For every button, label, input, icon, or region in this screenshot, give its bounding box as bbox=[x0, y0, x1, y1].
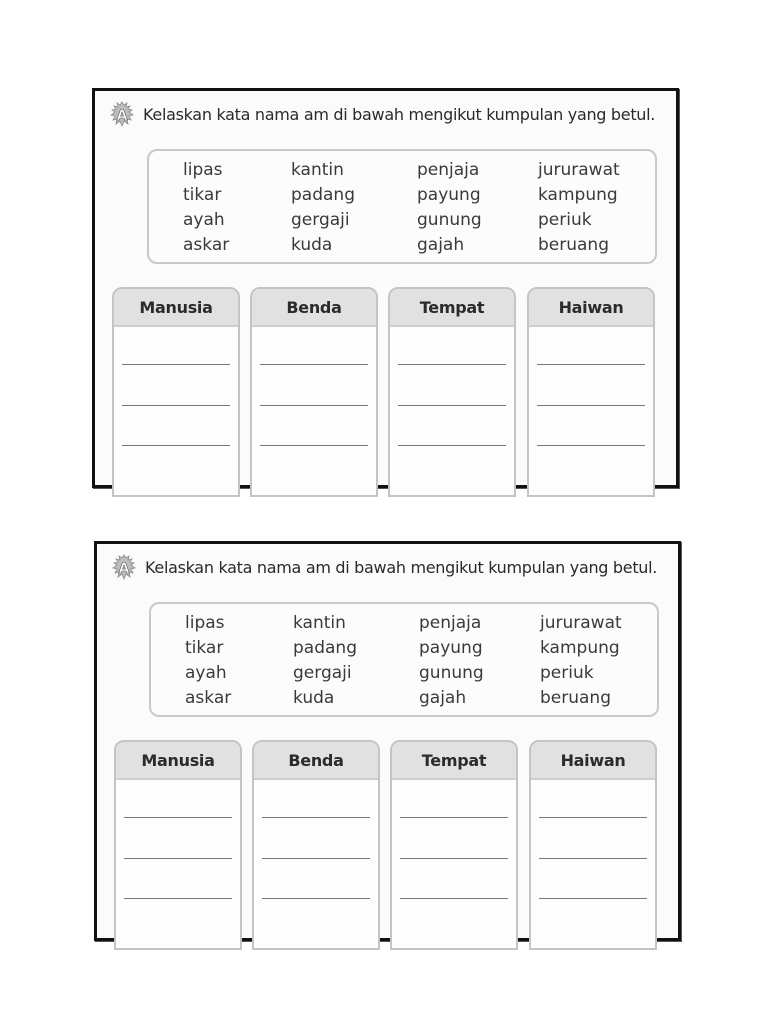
answer-line[interactable] bbox=[122, 364, 230, 365]
answer-line[interactable] bbox=[124, 898, 232, 899]
answer-line[interactable] bbox=[400, 817, 508, 818]
word-item: kuda bbox=[291, 235, 333, 255]
word-item: kantin bbox=[293, 613, 346, 633]
word-item: beruang bbox=[538, 235, 609, 255]
answer-line[interactable] bbox=[537, 445, 645, 446]
word-item: askar bbox=[183, 235, 230, 255]
worksheet-2 bbox=[94, 541, 681, 941]
word-item: beruang bbox=[540, 688, 611, 708]
word-item: lipas bbox=[185, 613, 225, 633]
badge-letter: A bbox=[116, 108, 128, 124]
word-item: gergaji bbox=[293, 663, 352, 683]
column-header: Tempat bbox=[392, 742, 516, 780]
column-header: Benda bbox=[252, 289, 376, 327]
instruction bbox=[111, 550, 657, 584]
answer-line[interactable] bbox=[398, 445, 506, 446]
answer-line[interactable] bbox=[398, 364, 506, 365]
answer-line[interactable] bbox=[124, 858, 232, 859]
word-item: kantin bbox=[291, 160, 344, 180]
column-header: Benda bbox=[254, 742, 378, 780]
word-item: kampung bbox=[540, 638, 620, 658]
word-item: periuk bbox=[538, 210, 592, 230]
word-item: padang bbox=[293, 638, 357, 658]
column-header: Haiwan bbox=[531, 742, 655, 780]
word-item: padang bbox=[291, 185, 355, 205]
category-column-manusia bbox=[112, 287, 240, 497]
badge-letter: A bbox=[118, 561, 130, 577]
column-header: Tempat bbox=[390, 289, 514, 327]
word-item: gajah bbox=[419, 688, 467, 708]
category-column-haiwan bbox=[527, 287, 655, 497]
column-header: Manusia bbox=[116, 742, 240, 780]
word-item: gergaji bbox=[291, 210, 350, 230]
word-item: jururawat bbox=[538, 160, 620, 180]
answer-line[interactable] bbox=[400, 858, 508, 859]
word-bank bbox=[149, 602, 659, 717]
word-item: penjaja bbox=[419, 613, 482, 633]
category-column-benda bbox=[252, 740, 380, 950]
word-item: tikar bbox=[183, 185, 222, 205]
word-bank bbox=[147, 149, 657, 264]
answer-line[interactable] bbox=[400, 898, 508, 899]
word-item: jururawat bbox=[540, 613, 622, 633]
answer-line[interactable] bbox=[539, 898, 647, 899]
word-item: gunung bbox=[419, 663, 484, 683]
instruction bbox=[109, 97, 655, 131]
word-item: askar bbox=[185, 688, 232, 708]
letter-a-badge-icon bbox=[111, 553, 137, 581]
word-item: ayah bbox=[183, 210, 225, 230]
category-column-haiwan bbox=[529, 740, 657, 950]
word-item: gunung bbox=[417, 210, 482, 230]
answer-line[interactable] bbox=[398, 405, 506, 406]
category-column-benda bbox=[250, 287, 378, 497]
answer-line[interactable] bbox=[260, 405, 368, 406]
answer-line[interactable] bbox=[260, 445, 368, 446]
answer-line[interactable] bbox=[262, 898, 370, 899]
category-column-tempat bbox=[390, 740, 518, 950]
answer-line[interactable] bbox=[539, 817, 647, 818]
column-header: Haiwan bbox=[529, 289, 653, 327]
word-item: lipas bbox=[183, 160, 223, 180]
answer-line[interactable] bbox=[262, 817, 370, 818]
answer-line[interactable] bbox=[537, 405, 645, 406]
word-item: kampung bbox=[538, 185, 618, 205]
word-item: ayah bbox=[185, 663, 227, 683]
answer-line[interactable] bbox=[122, 405, 230, 406]
letter-a-badge-icon bbox=[109, 100, 135, 128]
word-item: gajah bbox=[417, 235, 465, 255]
answer-line[interactable] bbox=[260, 364, 368, 365]
word-item: payung bbox=[417, 185, 481, 205]
word-item: tikar bbox=[185, 638, 224, 658]
category-column-tempat bbox=[388, 287, 516, 497]
word-item: penjaja bbox=[417, 160, 480, 180]
word-item: kuda bbox=[293, 688, 335, 708]
column-header: Manusia bbox=[114, 289, 238, 327]
answer-line[interactable] bbox=[262, 858, 370, 859]
answer-line[interactable] bbox=[122, 445, 230, 446]
answer-line[interactable] bbox=[539, 858, 647, 859]
answer-line[interactable] bbox=[124, 817, 232, 818]
category-column-manusia bbox=[114, 740, 242, 950]
instruction-text: Kelaskan kata nama am di bawah mengikut kumpulan yang betul. bbox=[143, 104, 656, 124]
word-item: payung bbox=[419, 638, 483, 658]
instruction-text: Kelaskan kata nama am di bawah mengikut kumpulan yang betul. bbox=[145, 557, 658, 577]
answer-line[interactable] bbox=[537, 364, 645, 365]
worksheet-1 bbox=[92, 88, 679, 488]
word-item: periuk bbox=[540, 663, 594, 683]
